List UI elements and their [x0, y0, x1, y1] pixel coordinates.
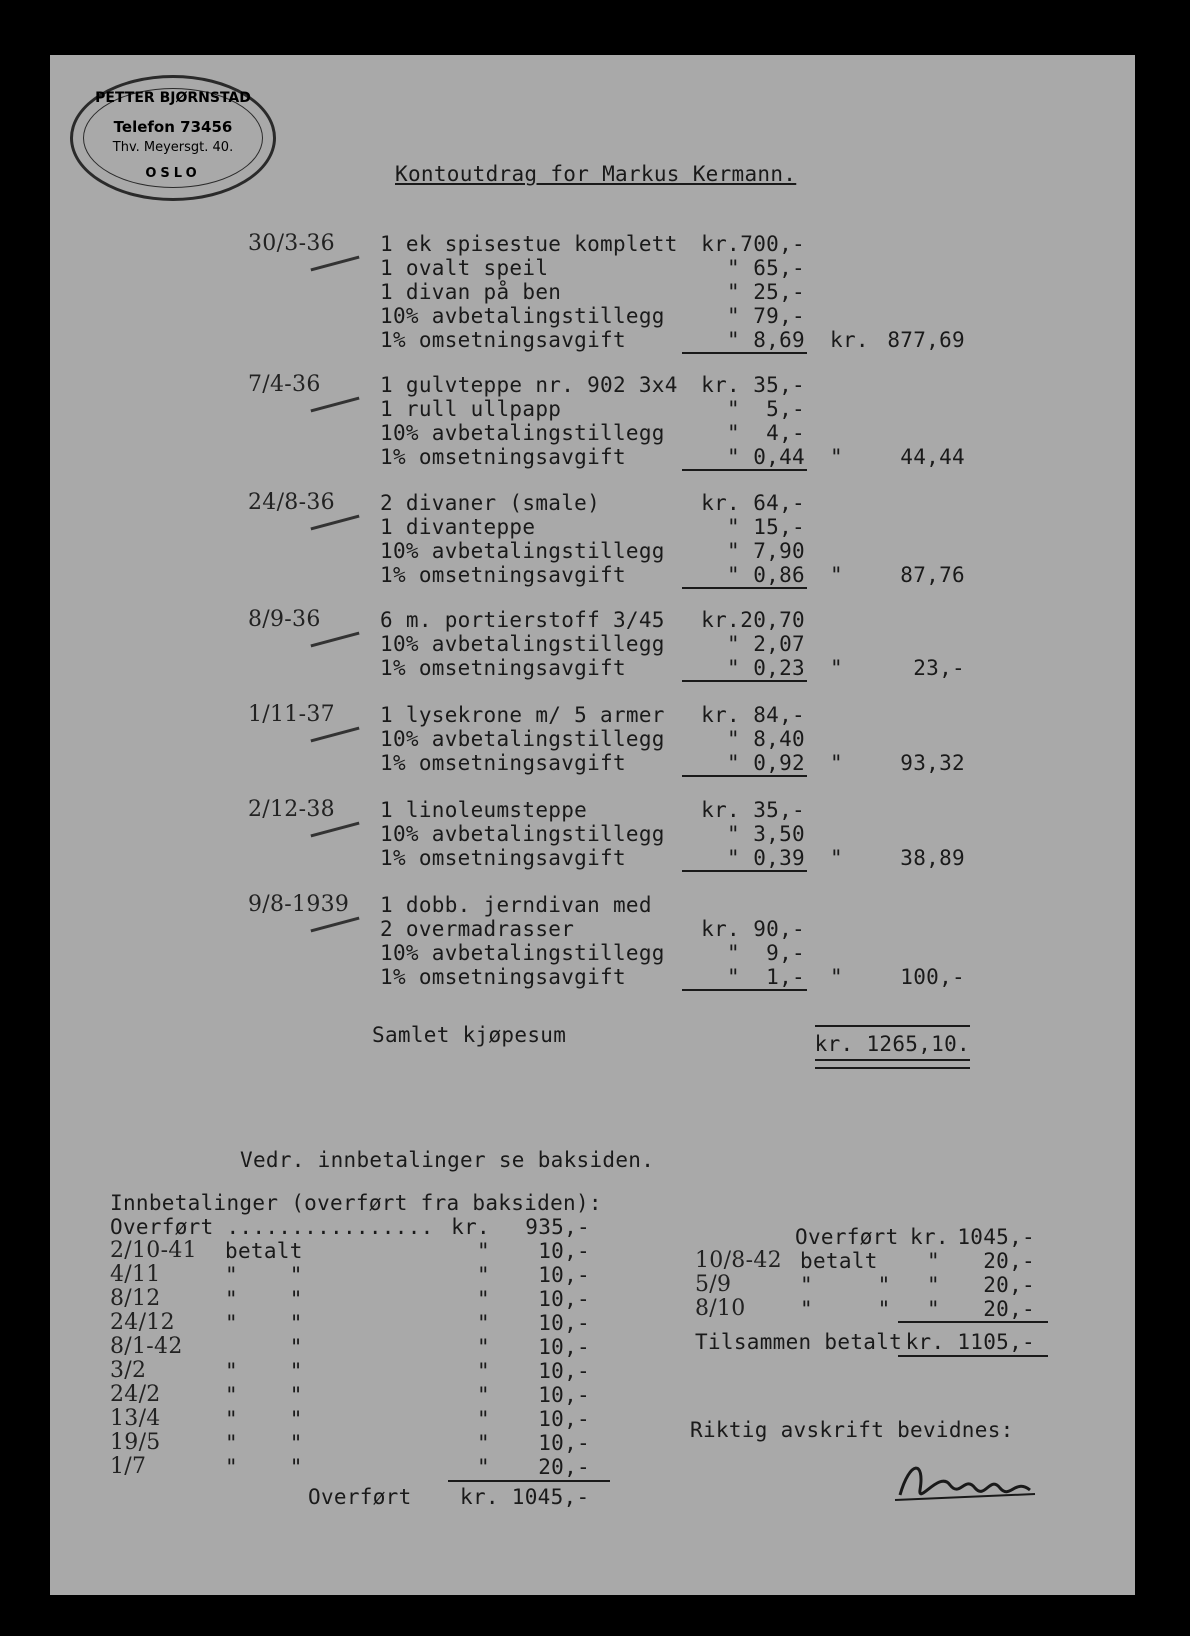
- subtotal-rule: [682, 587, 807, 589]
- stamp-phone: Telefon 73456: [113, 118, 233, 136]
- item-currency: ": [727, 846, 740, 870]
- item-currency: ": [727, 445, 740, 469]
- date-checkmark: [310, 397, 359, 413]
- item-amount: 20,70: [740, 608, 805, 632]
- subtotal-rule: [682, 775, 807, 777]
- entry-total: 23,-: [913, 656, 965, 680]
- date-checkmark: [310, 515, 359, 531]
- stamp-city: OSLO: [145, 166, 201, 181]
- item-currency: ": [727, 515, 740, 539]
- item-amount: 0,92: [753, 751, 805, 775]
- item-currency: ": [727, 539, 740, 563]
- item-currency: kr.: [701, 798, 740, 822]
- item-currency: ": [727, 656, 740, 680]
- payments-heading: Innbetalinger (overført fra baksiden):: [110, 1191, 602, 1215]
- payment-currency: ": [477, 1359, 490, 1383]
- right-payment-text: betalt: [800, 1249, 878, 1273]
- item-currency: ": [727, 941, 740, 965]
- payment-amount: 10,-: [538, 1311, 590, 1335]
- item-amount: 90,-: [753, 917, 805, 941]
- item-amount: 0,23: [753, 656, 805, 680]
- item-currency: ": [727, 563, 740, 587]
- date-checkmark: [310, 632, 359, 648]
- paid-total-value: kr. 1105,-: [905, 1330, 1035, 1354]
- item-description: 1 ek spisestue komplett: [380, 232, 678, 256]
- item-amount: 0,39: [753, 846, 805, 870]
- entry-total: 87,76: [900, 563, 965, 587]
- item-description: 10% avbetalingstillegg: [380, 304, 665, 328]
- right-payment-date: 10/8-42: [695, 1248, 782, 1273]
- subtotal-rule: [682, 469, 807, 471]
- item-amount: 64,-: [753, 491, 805, 515]
- grand-total-double-rule: [815, 1059, 970, 1069]
- item-description: 1% omsetningsavgift: [380, 328, 626, 352]
- entry-date: 1/11-37: [248, 702, 335, 727]
- item-amount: 84,-: [753, 703, 805, 727]
- payment-text: ": [225, 1335, 303, 1359]
- right-payment-amount: 20,-: [983, 1297, 1035, 1321]
- item-description: 10% avbetalingstillegg: [380, 421, 665, 445]
- entry-date: 24/8-36: [248, 490, 335, 515]
- item-amount: 2,07: [753, 632, 805, 656]
- item-amount: 3,50: [753, 822, 805, 846]
- right-payment-amount: 20,-: [983, 1273, 1035, 1297]
- item-currency: ": [727, 280, 740, 304]
- item-description: 10% avbetalingstillegg: [380, 539, 665, 563]
- right-payment-amount: 20,-: [983, 1249, 1035, 1273]
- subtotal-rule: [682, 989, 807, 991]
- date-checkmark: [310, 917, 359, 933]
- subtotal-rule: [682, 680, 807, 682]
- payment-text: " ": [225, 1431, 303, 1455]
- payment-currency: ": [477, 1383, 490, 1407]
- payments-note: Vedr. innbetalinger se baksiden.: [240, 1148, 655, 1172]
- item-amount: 5,-: [766, 397, 805, 421]
- item-description: 1 divanteppe: [380, 515, 536, 539]
- payment-text: " ": [225, 1287, 303, 1311]
- payment-text: " ": [225, 1383, 303, 1407]
- date-checkmark: [310, 822, 359, 838]
- item-amount: 700,-: [740, 232, 805, 256]
- payment-amount: 20,-: [538, 1455, 590, 1479]
- subtotal-rule: [682, 352, 807, 354]
- payment-currency: ": [477, 1455, 490, 1479]
- payment-amount: 10,-: [538, 1239, 590, 1263]
- payment-text: " ": [225, 1263, 303, 1287]
- right-payments-rule: [898, 1321, 1048, 1323]
- date-checkmark: [310, 256, 359, 272]
- document-page: [50, 55, 1135, 1595]
- payment-text: betalt: [225, 1239, 303, 1263]
- item-amount: 0,86: [753, 563, 805, 587]
- payment-amount: 10,-: [538, 1335, 590, 1359]
- item-amount: 4,-: [766, 421, 805, 445]
- item-description: 1% omsetningsavgift: [380, 563, 626, 587]
- item-amount: 15,-: [753, 515, 805, 539]
- entry-date: 8/9-36: [248, 607, 321, 632]
- payment-date: 13/4: [110, 1406, 161, 1431]
- item-description: 1% omsetningsavgift: [380, 846, 626, 870]
- certification-text: Riktig avskrift bevidnes:: [690, 1418, 1014, 1442]
- payment-currency: ": [477, 1335, 490, 1359]
- grand-total-value: kr. 1265,10.: [814, 1032, 970, 1056]
- item-description: 1 divan på ben: [380, 280, 562, 304]
- item-amount: 8,69: [753, 328, 805, 352]
- document-title: Kontoutdrag for Markus Kermann.: [395, 162, 797, 186]
- payment-text: " ": [225, 1455, 303, 1479]
- right-payment-currency: ": [927, 1297, 940, 1321]
- payment-date: 8/1-42: [110, 1334, 183, 1359]
- item-amount: 1,-: [766, 965, 805, 989]
- item-description: 1% omsetningsavgift: [380, 445, 626, 469]
- right-payment-text: " ": [800, 1273, 891, 1297]
- entry-date: 9/8-1939: [248, 892, 350, 917]
- item-currency: kr.: [701, 917, 740, 941]
- item-amount: 25,-: [753, 280, 805, 304]
- item-amount: 79,-: [753, 304, 805, 328]
- item-currency: ": [727, 965, 740, 989]
- item-currency: kr.: [701, 491, 740, 515]
- entry-date: 2/12-38: [248, 797, 335, 822]
- subtotal-rule: [682, 870, 807, 872]
- entry-total-prefix: ": [830, 563, 843, 587]
- item-description: 1% omsetningsavgift: [380, 656, 626, 680]
- entry-total: 100,-: [900, 965, 965, 989]
- item-description: 2 divaner (smale): [380, 491, 601, 515]
- item-currency: kr.: [701, 703, 740, 727]
- item-currency: ": [727, 822, 740, 846]
- entry-total: 93,32: [900, 751, 965, 775]
- payment-currency: ": [477, 1407, 490, 1431]
- entry-total: 877,69: [887, 328, 965, 352]
- entry-date: 7/4-36: [248, 372, 321, 397]
- item-currency: ": [727, 632, 740, 656]
- stamp-address: Thv. Meyersgt. 40.: [112, 140, 234, 155]
- payment-amount: 10,-: [538, 1263, 590, 1287]
- signature: [890, 1450, 1040, 1510]
- entry-total: 38,89: [900, 846, 965, 870]
- payment-currency: ": [477, 1287, 490, 1311]
- item-description: 1 linoleumsteppe: [380, 798, 588, 822]
- item-description: 6 m. portierstoff 3/45: [380, 608, 665, 632]
- payments-left-rule: [448, 1480, 610, 1482]
- date-checkmark: [310, 727, 359, 743]
- stamp-name: PETTER BJØRNSTAD: [95, 90, 251, 106]
- payment-currency: ": [477, 1311, 490, 1335]
- payment-date: 3/2: [110, 1358, 147, 1383]
- item-description: 10% avbetalingstillegg: [380, 727, 665, 751]
- payment-currency: ": [477, 1431, 490, 1455]
- payment-currency: ": [477, 1239, 490, 1263]
- item-description: 1% omsetningsavgift: [380, 965, 626, 989]
- payment-date: 2/10-41: [110, 1238, 197, 1263]
- payment-date: 24/2: [110, 1382, 161, 1407]
- item-description: 1 dobb. jerndivan med: [380, 893, 652, 917]
- item-description: 1 rull ullpapp: [380, 397, 562, 421]
- footer-carried-value: kr. 1045,-: [460, 1485, 590, 1509]
- item-description: 1 lysekrone m/ 5 armer: [380, 703, 665, 727]
- right-payment-date: 5/9: [695, 1272, 732, 1297]
- item-amount: 35,-: [753, 798, 805, 822]
- company-stamp: [70, 75, 276, 201]
- payment-date: 19/5: [110, 1430, 161, 1455]
- item-amount: 35,-: [753, 373, 805, 397]
- item-currency: ": [727, 421, 740, 445]
- payment-text: " ": [225, 1407, 303, 1431]
- item-amount: 7,90: [753, 539, 805, 563]
- item-amount: 65,-: [753, 256, 805, 280]
- entry-total: 44,44: [900, 445, 965, 469]
- item-currency: ": [727, 751, 740, 775]
- right-payment-currency: ": [927, 1249, 940, 1273]
- item-description: 1 gulvteppe nr. 902 3x4: [380, 373, 678, 397]
- right-payment-text: " ": [800, 1297, 891, 1321]
- payment-date: 4/11: [110, 1262, 161, 1287]
- grand-total-label: Samlet kjøpesum: [372, 1023, 567, 1047]
- payment-amount: 10,-: [538, 1287, 590, 1311]
- item-currency: kr.: [701, 373, 740, 397]
- carried-label: Overført ................: [110, 1215, 434, 1239]
- right-carried-label: Overført: [795, 1225, 899, 1249]
- item-currency: ": [727, 328, 740, 352]
- right-payment-currency: ": [927, 1273, 940, 1297]
- payment-amount: 10,-: [538, 1407, 590, 1431]
- item-currency: kr.: [701, 608, 740, 632]
- item-description: 1% omsetningsavgift: [380, 751, 626, 775]
- item-amount: 8,40: [753, 727, 805, 751]
- paid-total-label: Tilsammen betalt: [695, 1330, 903, 1354]
- item-currency: ": [727, 397, 740, 421]
- entry-date: 30/3-36: [248, 231, 335, 256]
- carried-amount: 935,-: [525, 1215, 590, 1239]
- item-currency: ": [727, 256, 740, 280]
- right-carried-amount: 1045,-: [957, 1225, 1035, 1249]
- item-currency: kr.: [701, 232, 740, 256]
- payment-date: 8/12: [110, 1286, 161, 1311]
- entry-total-prefix: ": [830, 445, 843, 469]
- item-description: 2 overmadrasser: [380, 917, 575, 941]
- item-description: 1 ovalt speil: [380, 256, 549, 280]
- entry-total-prefix: ": [830, 965, 843, 989]
- right-payment-date: 8/10: [695, 1296, 746, 1321]
- payment-text: " ": [225, 1359, 303, 1383]
- entry-total-prefix: ": [830, 656, 843, 680]
- item-amount: 9,-: [766, 941, 805, 965]
- carried-currency: kr.: [451, 1215, 490, 1239]
- footer-carried-label: Overført: [308, 1485, 412, 1509]
- item-amount: 0,44: [753, 445, 805, 469]
- payment-date: 1/7: [110, 1454, 147, 1479]
- item-currency: ": [727, 727, 740, 751]
- payment-currency: ": [477, 1263, 490, 1287]
- item-description: 10% avbetalingstillegg: [380, 632, 665, 656]
- payment-amount: 10,-: [538, 1431, 590, 1455]
- entry-total-prefix: ": [830, 846, 843, 870]
- item-description: 10% avbetalingstillegg: [380, 941, 665, 965]
- right-carried-currency: kr.: [910, 1225, 949, 1249]
- payment-text: " ": [225, 1311, 303, 1335]
- entry-total-prefix: ": [830, 751, 843, 775]
- payment-date: 24/12: [110, 1310, 175, 1335]
- payment-amount: 10,-: [538, 1383, 590, 1407]
- item-description: 10% avbetalingstillegg: [380, 822, 665, 846]
- entry-total-prefix: kr.: [830, 328, 869, 352]
- item-currency: ": [727, 304, 740, 328]
- paid-total-rule: [898, 1355, 1048, 1357]
- total-rule: [815, 1025, 970, 1027]
- payment-amount: 10,-: [538, 1359, 590, 1383]
